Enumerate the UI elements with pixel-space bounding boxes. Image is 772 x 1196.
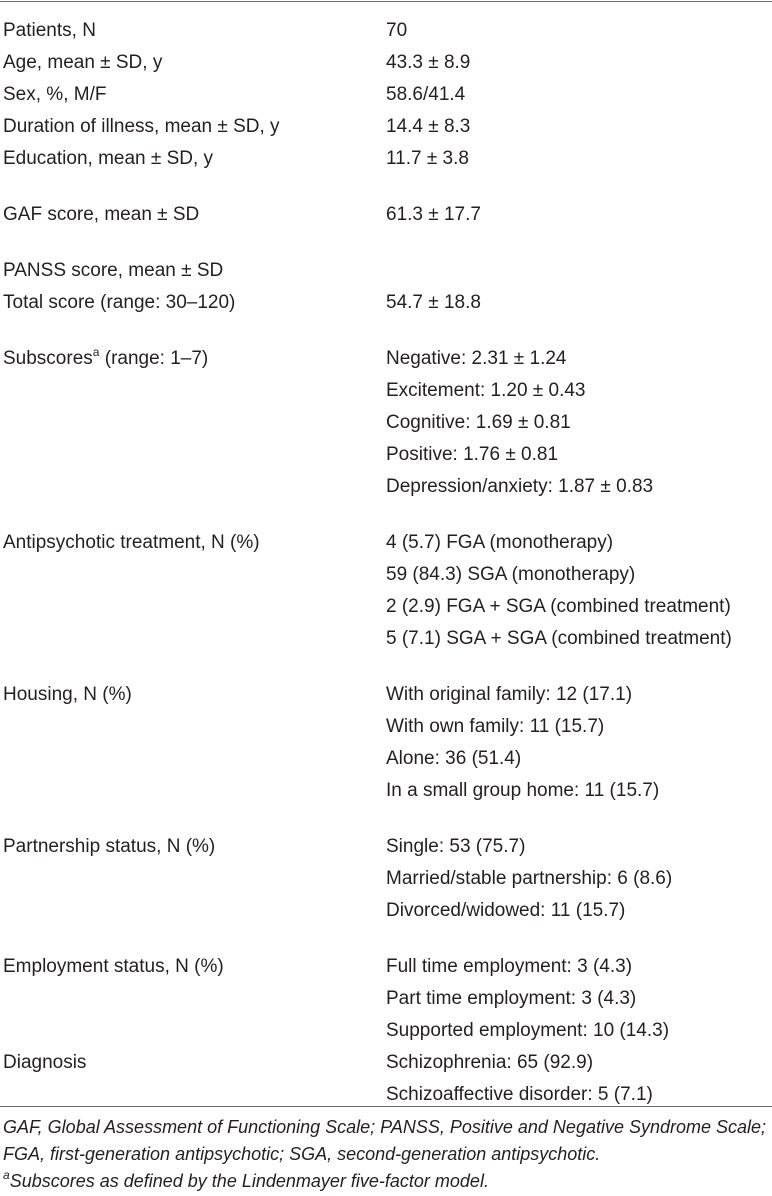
table-row (0, 343, 772, 503)
list-item: Married/stable partnership: 6 (8.6) (386, 868, 673, 889)
table-row (0, 1047, 772, 1111)
list-item: Supported employment: 10 (14.3) (386, 1020, 670, 1041)
row-label-partnership: Partnership status, N (%) (3, 836, 216, 857)
list-item: Divorced/widowed: 11 (15.7) (386, 900, 626, 921)
subscores-label: Subscores (3, 348, 93, 369)
row-label-patients: Patients, N (3, 20, 96, 41)
list-item: With own family: 11 (15.7) (386, 716, 605, 737)
row-value-patients: 70 (386, 20, 408, 41)
subscores-note-text: Subscores as defined by the Lindenmayer five-factor model. (9, 1171, 489, 1191)
list-item: Positive: 1.76 ± 0.81 (386, 444, 559, 465)
list-item: Alone: 36 (51.4) (386, 748, 522, 769)
list-item: In a small group home: 11 (15.7) (386, 780, 660, 801)
list-item: Depression/anxiety: 1.87 ± 0.83 (386, 476, 654, 497)
row-values-subscores (386, 343, 772, 503)
row-values-housing (386, 679, 772, 807)
subscores-range: (range: 1–7) (99, 348, 209, 369)
row-label-sex: Sex, %, M/F (3, 84, 107, 105)
row-values-partnership (386, 831, 772, 927)
demographics-table (0, 15, 772, 1111)
table-row (0, 679, 772, 807)
list-item: Schizoaffective disorder: 5 (7.1) (386, 1084, 653, 1105)
row-value-age: 43.3 ± 8.9 (386, 52, 471, 73)
row-label-housing: Housing, N (%) (3, 684, 132, 705)
list-item: Single: 53 (75.7) (386, 836, 526, 857)
list-item: 5 (7.1) SGA + SGA (combined treatment) (386, 628, 732, 649)
table-row (0, 15, 772, 47)
list-item: Negative: 2.31 ± 1.24 (386, 348, 567, 369)
list-item: Full time employment: 3 (4.3) (386, 956, 633, 977)
table-row (0, 287, 772, 319)
row-value-duration: 14.4 ± 8.3 (386, 116, 471, 137)
row-value-education: 11.7 ± 3.8 (386, 148, 469, 169)
row-label-subscores (0, 343, 386, 375)
list-item: 2 (2.9) FGA + SGA (combined treatment) (386, 596, 731, 617)
footnote-marker: a (3, 1168, 10, 1182)
list-item: With original family: 12 (17.1) (386, 684, 633, 705)
list-item: 59 (84.3) SGA (monotherapy) (386, 564, 636, 585)
row-label-panss-total: Total score (range: 30–120) (3, 292, 236, 313)
table-row (0, 47, 772, 79)
row-label-gaf: GAF score, mean ± SD (3, 204, 200, 225)
list-item: 4 (5.7) FGA (monotherapy) (386, 532, 614, 553)
list-item: Schizophrenia: 65 (92.9) (386, 1052, 594, 1073)
footnote-marker: a (92, 345, 100, 359)
abbreviations-note: GAF, Global Assessment of Functioning Scale; PANSS, Positive and Negative Syndrome Scale; FGA, first-generation antipsychotic; SGA, second-generation antipsychotic. (3, 1117, 767, 1164)
row-label-diagnosis: Diagnosis (3, 1052, 87, 1073)
row-values-diagnosis (386, 1047, 772, 1111)
row-label-education: Education, mean ± SD, y (3, 148, 214, 169)
table-row (0, 143, 772, 175)
row-values-antipsychotic (386, 527, 772, 655)
list-item: Excitement: 1.20 ± 0.43 (386, 380, 586, 401)
table-footnotes (3, 1114, 769, 1195)
row-label-employment: Employment status, N (%) (3, 956, 224, 977)
table-bottom-rule (0, 1106, 772, 1107)
table-row (0, 831, 772, 927)
list-item: Cognitive: 1.69 ± 0.81 (386, 412, 571, 433)
table-row (0, 255, 772, 287)
row-value-gaf: 61.3 ± 17.7 (386, 204, 481, 225)
table-row (0, 79, 772, 111)
table-row (0, 527, 772, 655)
list-item: Part time employment: 3 (4.3) (386, 988, 637, 1009)
row-values-employment (386, 951, 772, 1047)
row-value-sex: 58.6/41.4 (386, 84, 466, 105)
row-label-panss-header: PANSS score, mean ± SD (3, 260, 224, 281)
subscores-note (3, 1168, 769, 1195)
table-row (0, 111, 772, 143)
row-label-age: Age, mean ± SD, y (3, 52, 163, 73)
row-value-panss-total: 54.7 ± 18.8 (386, 292, 481, 313)
table-row (0, 951, 772, 1047)
table-top-rule (0, 1, 772, 2)
table-row (0, 199, 772, 231)
row-label-antipsychotic: Antipsychotic treatment, N (%) (3, 532, 260, 553)
row-label-duration: Duration of illness, mean ± SD, y (3, 116, 280, 137)
